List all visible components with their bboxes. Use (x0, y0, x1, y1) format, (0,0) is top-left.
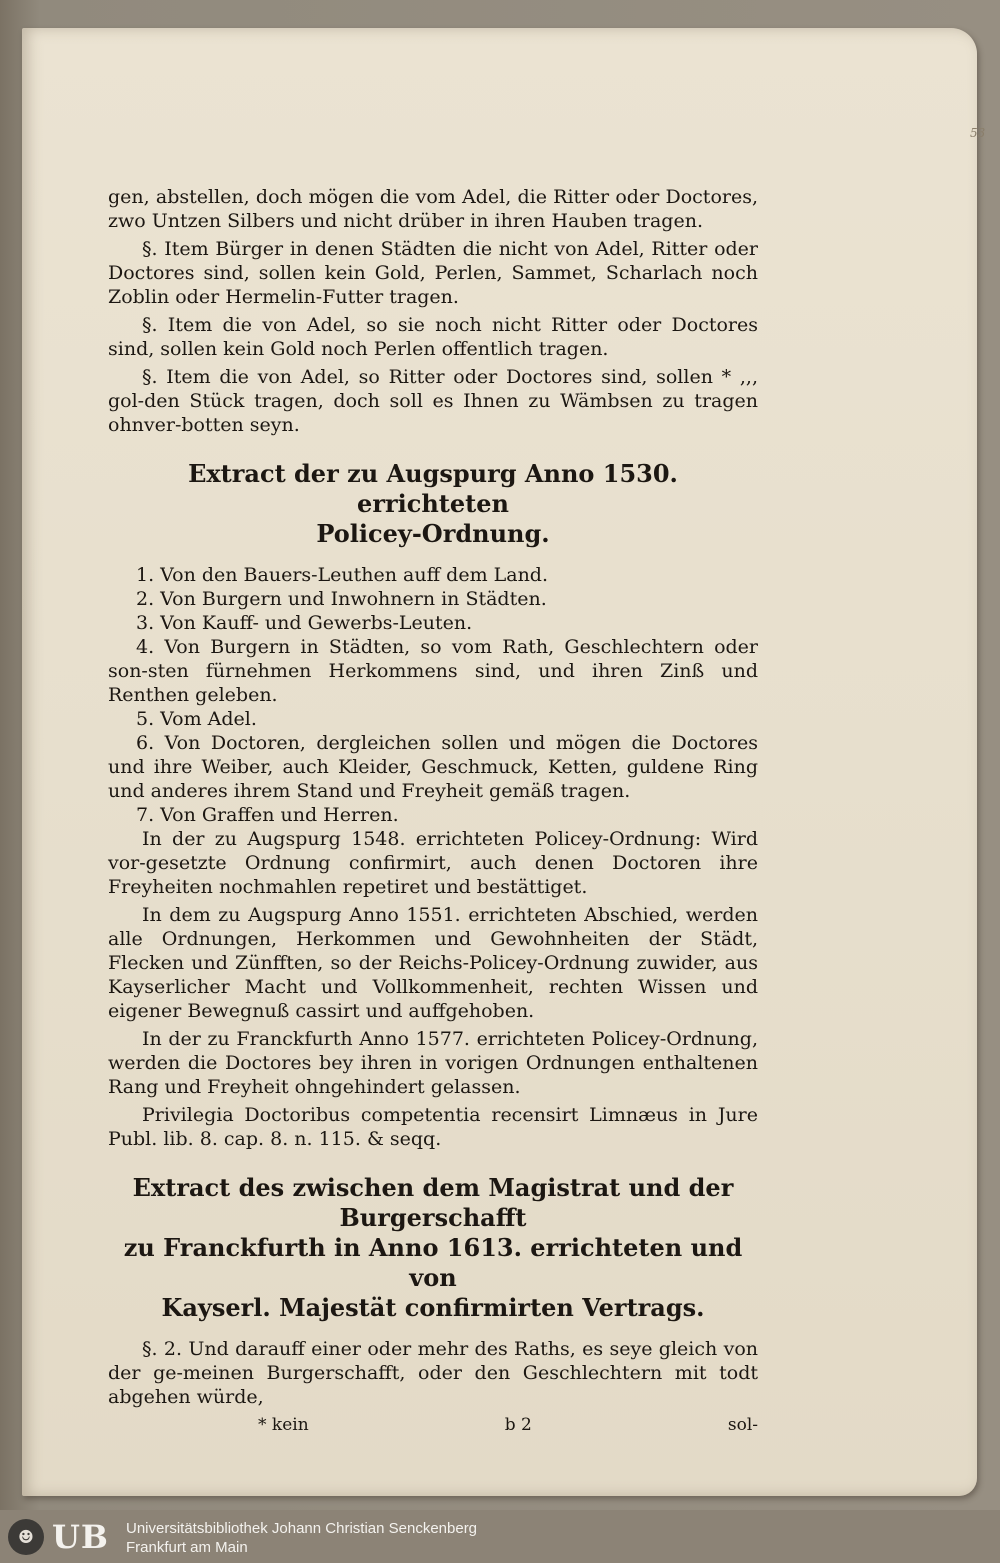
paragraph: §. Item Bürger in denen Städten die nicht von Adel, Ritter oder Doctores sind, sollen kein Gold, Perlen, Sammet, Scharlach noch Zoblin oder Hermelin-Futter tragen. (108, 238, 758, 308)
heading-line: Kayserl. Majestät confirmirten Vertrags. (161, 1293, 705, 1322)
library-footer-bar (0, 1510, 1000, 1563)
section-heading (108, 1173, 758, 1323)
heading-line: Extract der zu Augspurg Anno 1530. errichteten (188, 459, 678, 518)
list-item: 7. Von Graffen und Herren. (136, 804, 399, 826)
catchword-right: sol- (727, 1415, 758, 1435)
paragraph: In der zu Augspurg 1548. errichteten Policey-Ordnung: Wird vor-gesetzte Ordnung confirmirt, auch denen Doctoren ihre Freyheiten nochmahlen repetiret und bestättiget. (108, 828, 758, 898)
list-item: 2. Von Burgern und Inwohnern in Städten. (136, 588, 547, 610)
institution-line: Universitätsbibliothek Johann Christian Senckenberg (126, 1520, 478, 1537)
section-heading (108, 459, 758, 549)
list-item: 4. Von Burgern in Städten, so vom Rath, Geschlechtern oder son-sten fürnehmen Herkommens sind, und ihren Zinß und Renthen geleben. (108, 636, 758, 706)
paragraph: §. Item die von Adel, so Ritter oder Doctores sind, sollen * ,,, gol-den Stück tragen, doch soll es Ihnen zu Wämbsen zu tragen ohnver-botten seyn. (108, 366, 758, 436)
institution-line: Frankfurt am Main (126, 1539, 248, 1556)
list-item: 5. Vom Adel. (136, 708, 257, 730)
list-item: 6. Von Doctoren, dergleichen sollen und mögen die Doctores und ihre Weiber, auch Kleider, Geschmuck, Ketten, guldene Ring und anderes ihrem Stand und Freyheit gemäß tragen. (108, 732, 758, 802)
heading-line: Extract des zwischen dem Magistrat und der Burgerschafft (132, 1173, 734, 1232)
list-item: 3. Von Kauff- und Gewerbs-Leuten. (136, 612, 473, 634)
paragraph: In der zu Franckfurth Anno 1577. errichteten Policey-Ordnung, werden die Doctores bey ihren in vorigen Ordnungen enthaltenen Rang und Freyheit ohngehindert gelassen. (108, 1028, 758, 1098)
logo-text: UB (52, 1518, 109, 1556)
heading-line: zu Franckfurth in Anno 1613. errichteten und von (123, 1233, 743, 1292)
paragraph: Privilegia Doctoribus competentia recensirt Limnæus in Jure Publ. lib. 8. cap. 8. n. 115. & seqq. (108, 1104, 758, 1150)
page-content (108, 185, 758, 1437)
paragraph: §. Item die von Adel, so sie noch nicht Ritter oder Doctores sind, sollen kein Gold noch Perlen offentlich tragen. (108, 314, 758, 360)
page-number: 53 (970, 126, 986, 140)
paragraph: In dem zu Augspurg Anno 1551. errichteten Abschied, werden alle Ordnungen, Herkommen und Gewohnheiten der Städt, Flecken und Zünfften, so der Reichs-Policey-Ordnung zuwider, aus Kayserlicher Macht und Vollkommenheit, rechten Wissen und eigener Bewegnuß cassirt und auffgehoben. (108, 904, 758, 1022)
ordinance-list (108, 563, 758, 827)
paragraph: §. 2. Und darauff einer oder mehr des Raths, es seye gleich von der ge-meinen Burgerschafft, oder den Geschlechtern mit todt abgehen würde, (108, 1338, 758, 1408)
page-footer (108, 1413, 758, 1437)
heading-line: Policey-Ordnung. (316, 519, 550, 548)
library-logo (8, 1519, 116, 1555)
institution-name (126, 1519, 477, 1557)
catchword-left: * kein (258, 1415, 309, 1435)
list-item: 1. Von den Bauers-Leuthen auff dem Land. (136, 564, 549, 586)
paragraph: gen, abstellen, doch mögen die vom Adel, die Ritter oder Doctores, zwo Untzen Silbers und nicht drüber in ihren Hauben tragen. (108, 186, 758, 232)
signature-mark: b 2 (504, 1415, 532, 1435)
portrait-icon: ☻ (8, 1519, 44, 1555)
